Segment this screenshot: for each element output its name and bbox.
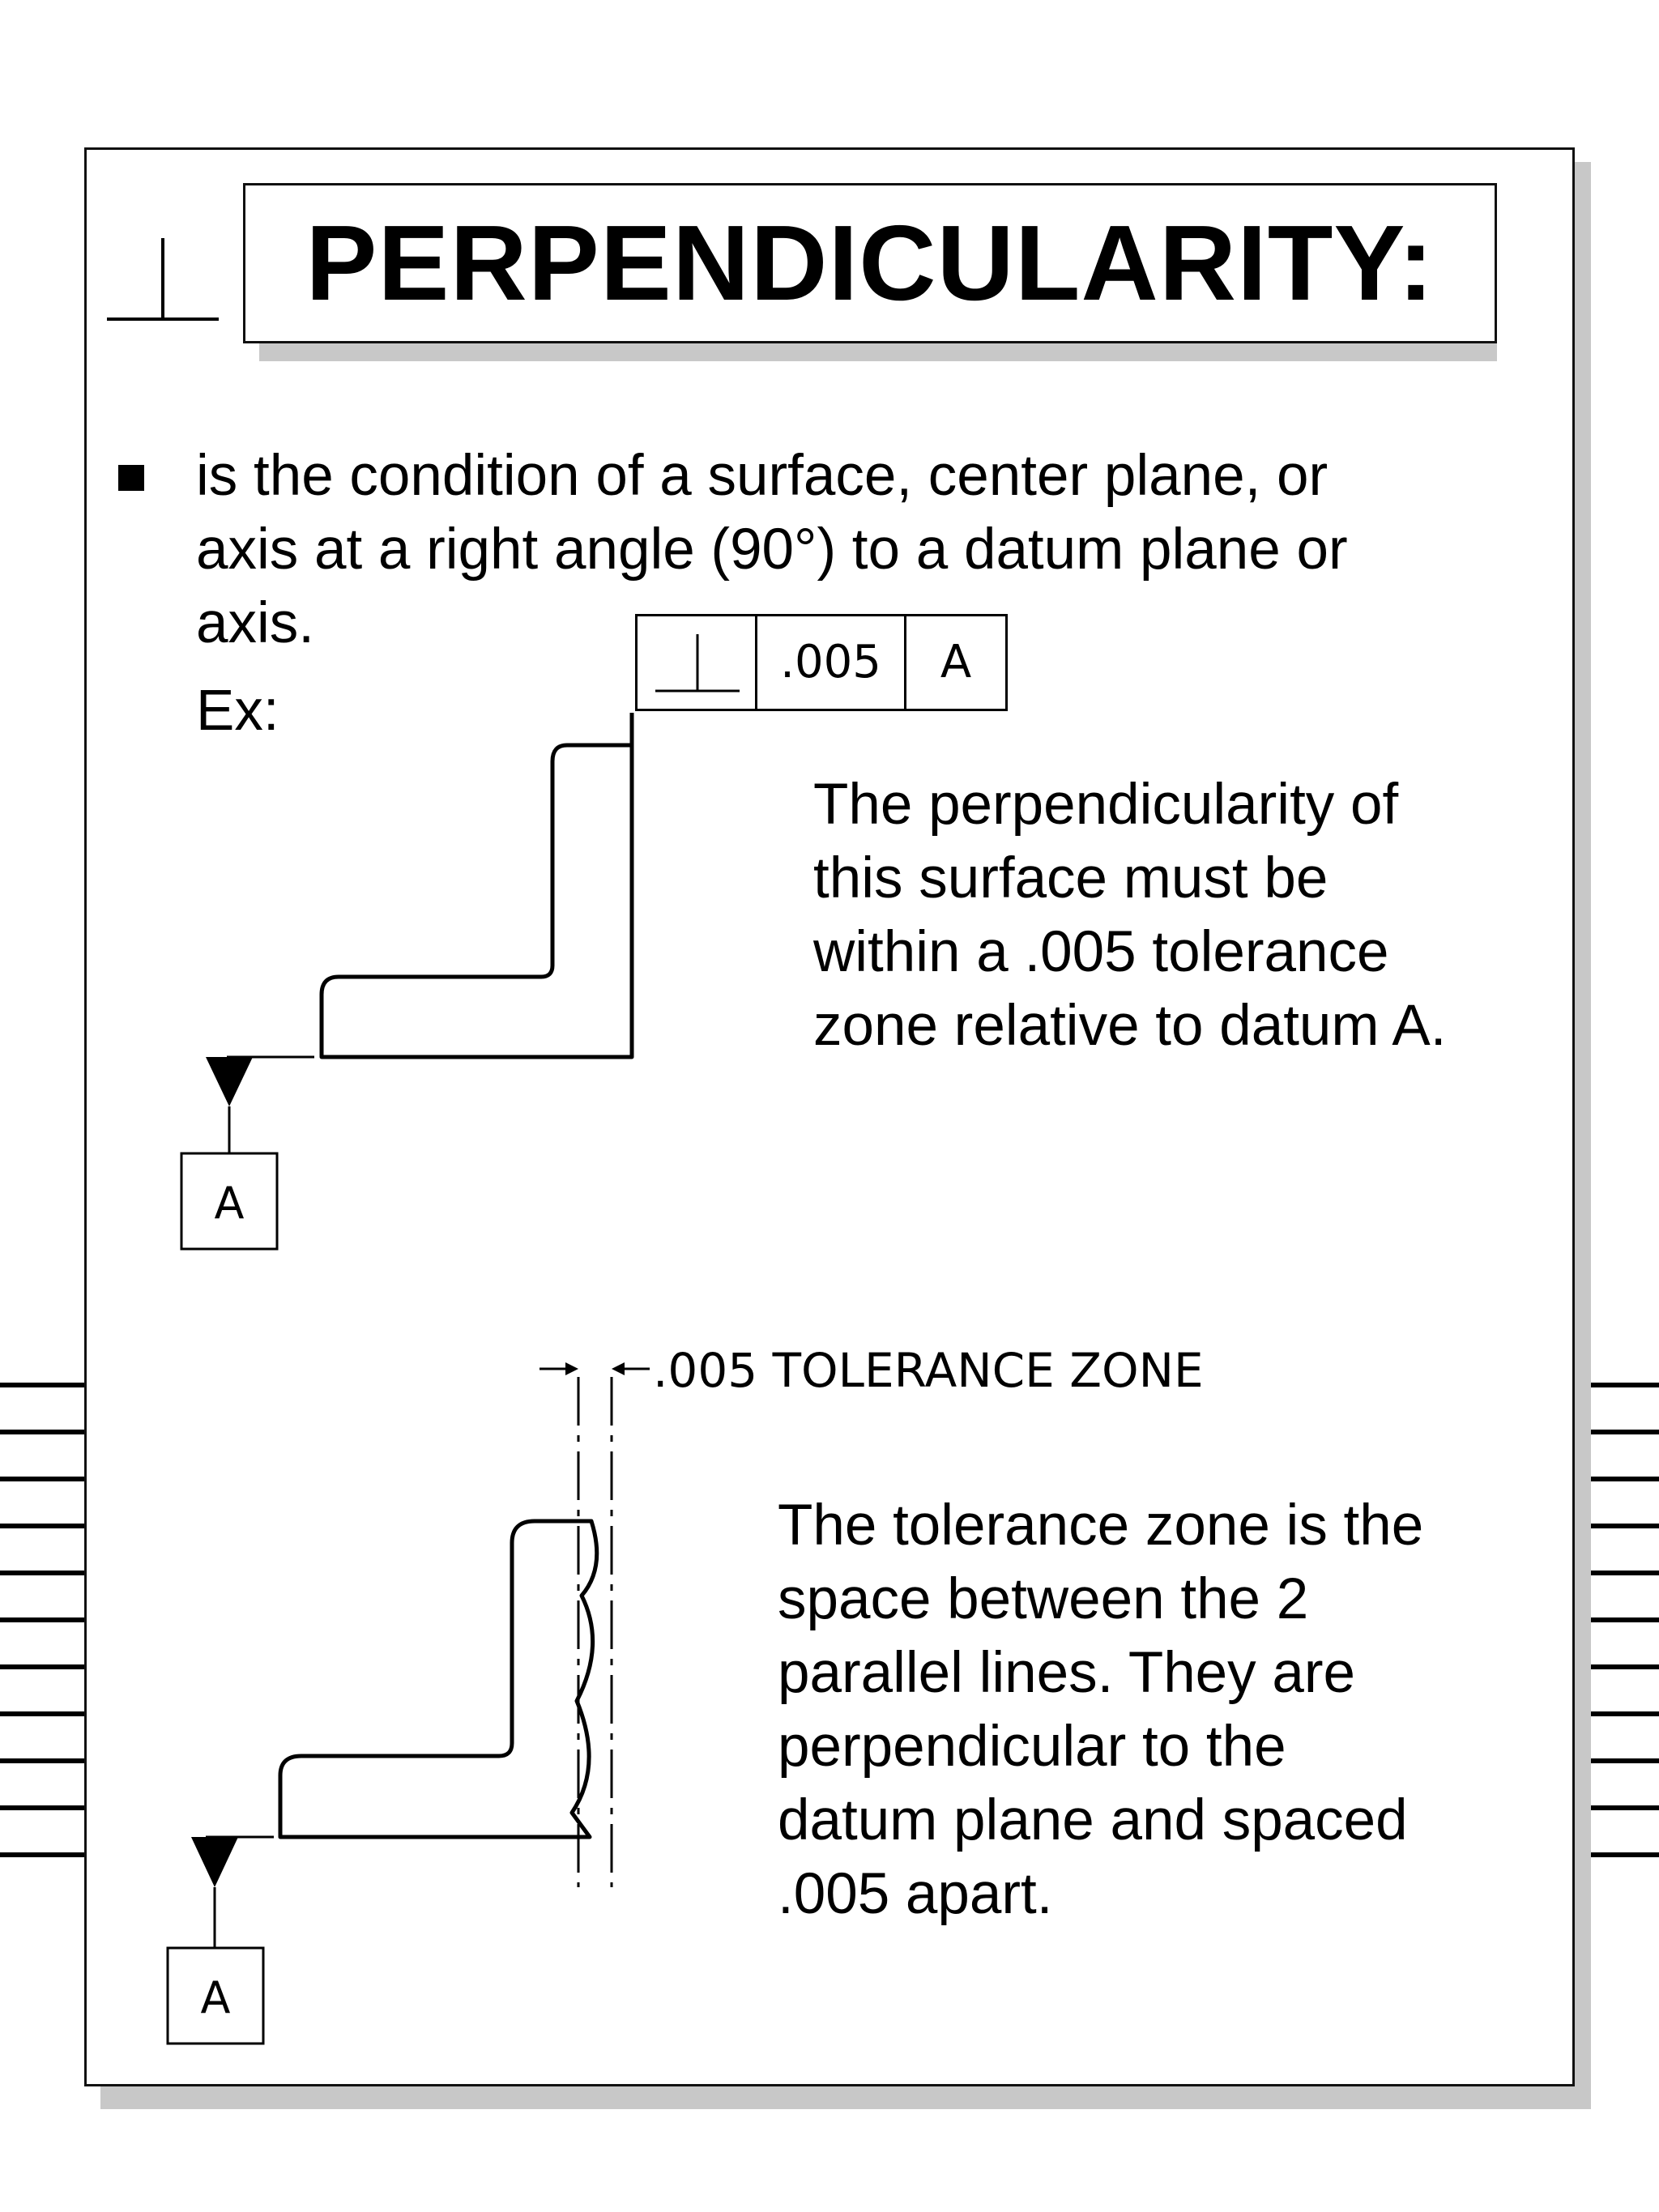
example2-caption: [778, 1489, 1423, 1931]
example-label: Ex:: [196, 679, 279, 743]
page-title: PERPENDICULARITY:: [305, 203, 1435, 322]
caption-line: space between the 2: [778, 1567, 1309, 1631]
datum-triangle: [191, 1837, 238, 1887]
caption-line: datum plane and spaced: [778, 1788, 1408, 1852]
bullet-line: is the condition of a surface, center plane, or: [196, 444, 1328, 508]
caption-line: perpendicular to the: [778, 1715, 1286, 1779]
caption-line: this surface must be: [813, 846, 1328, 910]
fcf-datum: A: [940, 636, 972, 688]
caption-line: parallel lines. They are: [778, 1641, 1356, 1705]
datum-label: A: [214, 1178, 245, 1229]
bullet-line: axis at a right angle (90°) to a datum plane or: [196, 518, 1348, 582]
bullet-line: axis.: [196, 591, 314, 655]
caption-line: .005 apart.: [778, 1862, 1053, 1926]
fcf-tolerance: .005: [780, 636, 881, 688]
caption-line: The perpendicularity of: [813, 773, 1399, 837]
tolerance-zone-label: .005 TOLERANCE ZONE: [653, 1343, 1204, 1398]
caption-line: zone relative to datum A.: [813, 994, 1447, 1058]
caption-line: within a .005 tolerance: [813, 920, 1389, 984]
caption-line: The tolerance zone is the: [778, 1494, 1424, 1558]
datum-label: A: [200, 1972, 231, 2023]
